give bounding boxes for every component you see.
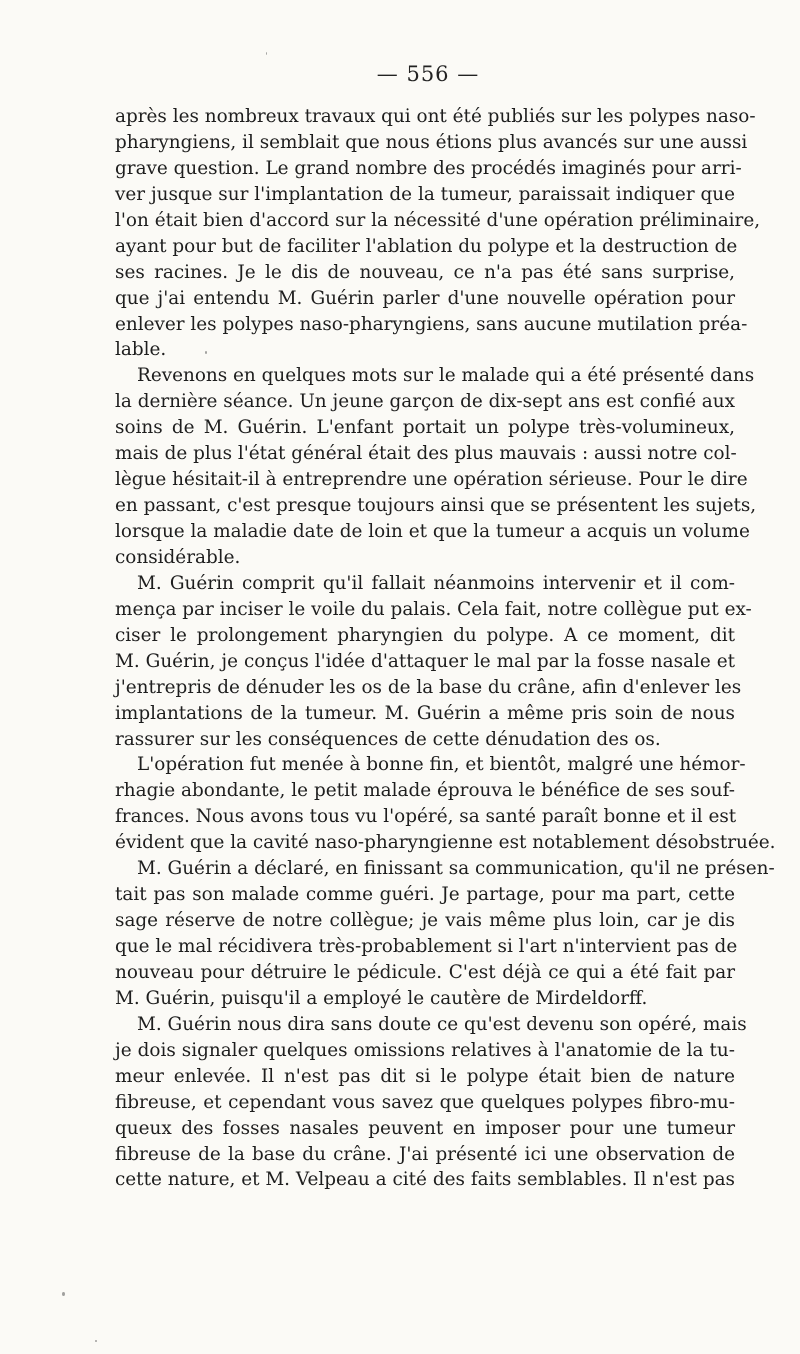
text-line: lable. [115, 339, 167, 361]
text-line: l'on était bien d'accord sur la nécessité d'une opération préliminaire, [115, 209, 761, 231]
text-line: cette nature, et M. Velpeau a cité des faits semblables. Il n'est pas [115, 1169, 735, 1191]
text-line: lègue hésitait-il à entreprendre une opération sérieuse. Pour le dire [115, 469, 748, 491]
text-line: tait pas son malade comme guéri. Je partage, pour ma part, cette [115, 884, 735, 906]
text-line: rassurer sur les conséquences de cette dénudation des os. [115, 728, 661, 750]
text-line: après les nombreux travaux qui ont été publiés sur les polypes naso- [115, 106, 756, 127]
text-line: queux des fosses nasales peuvent en imposer pour une tumeur [115, 1117, 735, 1139]
text-line: enlever les polypes naso-pharyngiens, sans aucune mutilation préa- [115, 313, 748, 335]
text-line: M. Guérin, je conçus l'idée d'attaquer le mal par la fosse nasale et [115, 650, 735, 672]
text-line: la dernière séance. Un jeune garçon de dix-sept ans est confié aux [115, 391, 735, 413]
text-line: M. Guérin nous dira sans doute ce qu'est devenu son opéré, mais [137, 1013, 747, 1035]
text-line: fibreuse de la base du crâne. J'ai présenté ici une observation de [115, 1143, 735, 1165]
text-line: fibreuse, et cependant vous savez que quelques polypes fibro-mu- [115, 1091, 735, 1113]
paper-speck [205, 351, 207, 354]
text-line: mais de plus l'état général était des plus mauvais : aussi notre col- [115, 443, 737, 465]
text-line: ses racines. Je le dis de nouveau, ce n'a pas été sans surprise, [115, 261, 735, 283]
text-line: considérable. [115, 546, 241, 568]
text-line: pharyngiens, il semblait que nous étions plus avancés sur une aussi [115, 131, 748, 153]
text-line: soins de M. Guérin. L'enfant portait un polype très-volumineux, [115, 417, 735, 439]
text-line: frances. Nous avons tous vu l'opéré, sa santé paraît bonne et il est [115, 806, 737, 828]
text-line: je dois signaler quelques omissions relatives à l'anatomie de la tu- [115, 1039, 735, 1061]
page-number: — 556 — [376, 62, 480, 86]
text-line: lorsque la maladie date de loin et que la tumeur a acquis un volume [115, 521, 750, 542]
text-line: ayant pour but de faciliter l'ablation du polype et la destruction de [115, 235, 738, 257]
text-line: mença par inciser le voile du palais. Cela fait, notre collègue put ex- [115, 598, 752, 620]
text-line: évident que la cavité naso-pharyngienne est notablement désobstruée. [115, 832, 776, 854]
text-line: M. Guérin, puisqu'il a employé le cautère de Mirdeldorff. [115, 987, 648, 1009]
text-line: Revenons en quelques mots sur le malade qui a été présenté dans [137, 365, 755, 387]
text-line: ver jusque sur l'implantation de la tumeur, paraissait indiquer que [115, 183, 735, 205]
body-text [115, 104, 776, 1193]
text-line: L'opération fut menée à bonne fin, et bientôt, malgré une hémor- [137, 754, 746, 776]
text-line: rhagie abondante, le petit malade éprouva le bénéfice de ses souf- [115, 780, 735, 802]
text-line: grave question. Le grand nombre des procédés imaginés pour arri- [115, 157, 742, 179]
text-line: que le mal récidivera très-probablement si l'art n'intervient pas de [115, 936, 738, 957]
text-line: sage réserve de notre collègue; je vais même plus loin, car je dis [115, 910, 735, 932]
paper-speck [95, 1340, 97, 1342]
text-line: que j'ai entendu M. Guérin parler d'une nouvelle opération pour [115, 287, 735, 309]
text-line: meur enlevée. Il n'est pas dit si le polype était bien de nature [115, 1065, 735, 1087]
text-line: M. Guérin comprit qu'il fallait néanmoins intervenir et il com- [137, 572, 735, 594]
paper-speck [62, 1292, 65, 1296]
text-line: j'entrepris de dénuder les os de la base du crâne, afin d'enlever les [115, 676, 742, 698]
text-line: M. Guérin a déclaré, en finissant sa communication, qu'il ne présen- [137, 858, 775, 880]
paper-speck [266, 52, 267, 55]
text-line: en passant, c'est presque toujours ainsi que se présentent les sujets, [115, 495, 757, 517]
text-line: ciser le prolongement pharyngien du polype. A ce moment, dit [115, 624, 735, 646]
text-line: implantations de la tumeur. M. Guérin a même pris soin de nous [115, 702, 735, 724]
text-line: nouveau pour détruire le pédicule. C'est déjà ce qui a été fait par [115, 961, 735, 983]
